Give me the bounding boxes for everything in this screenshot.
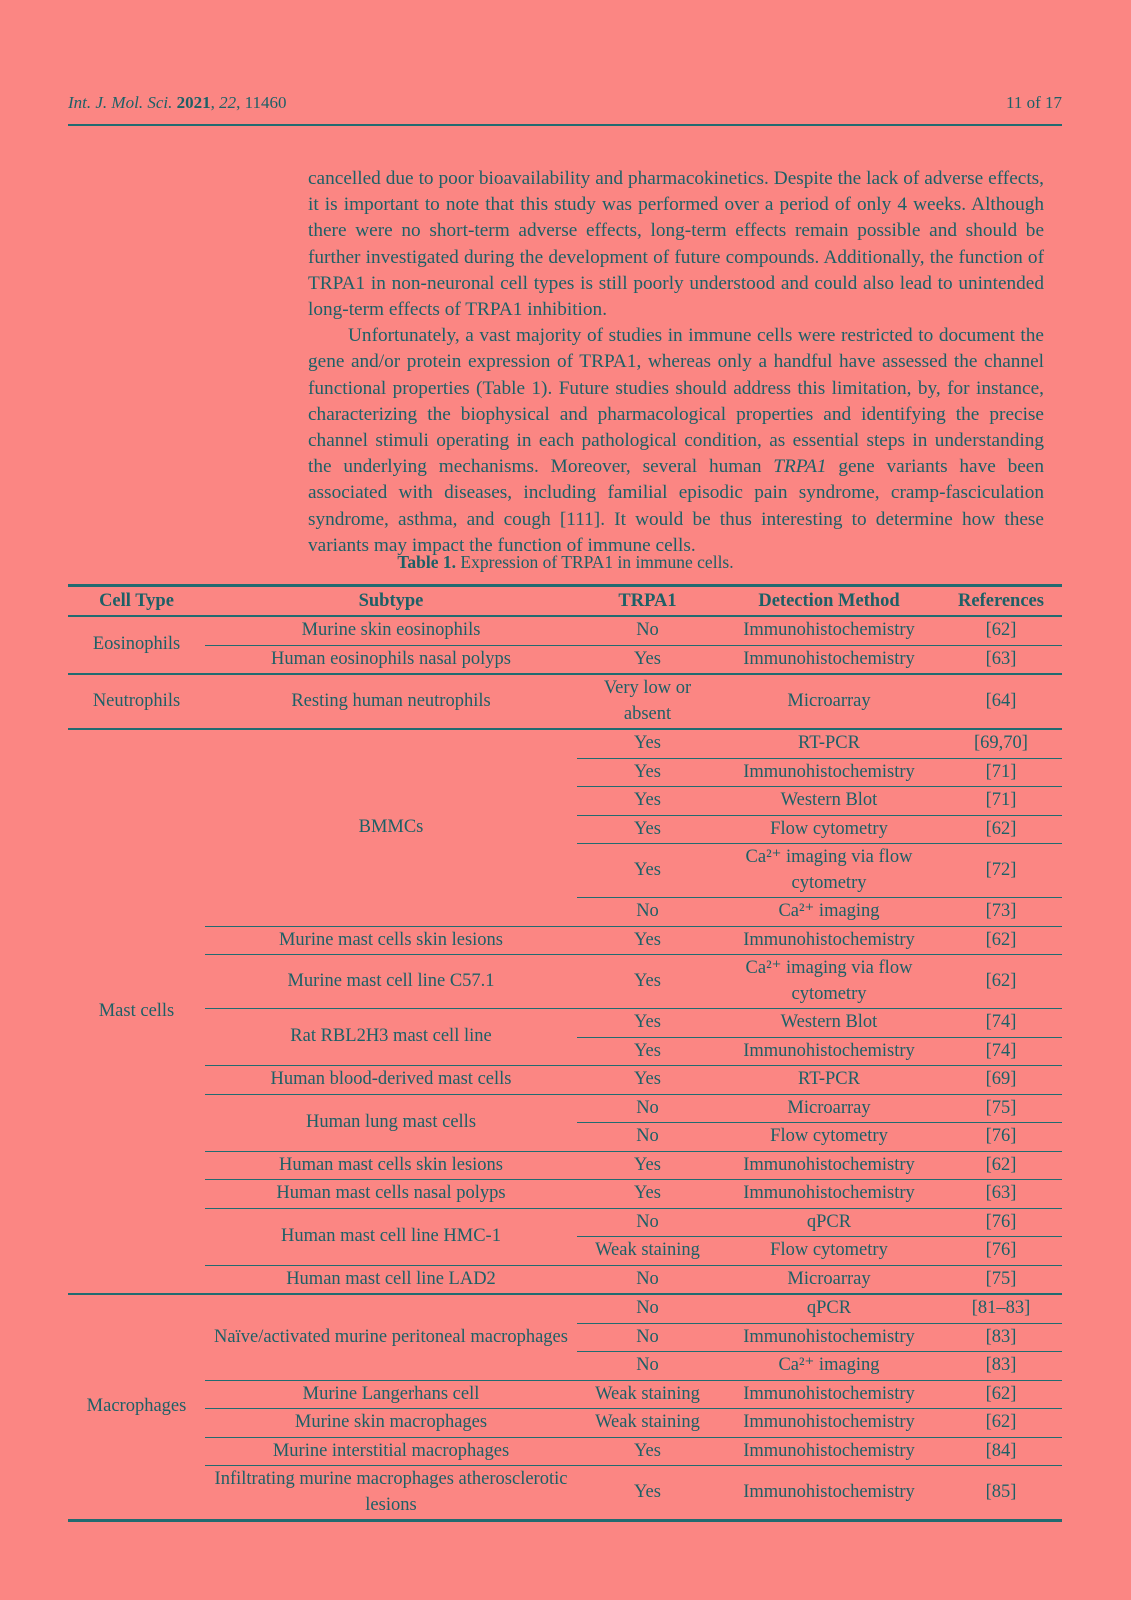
text-segment: TRPA1	[773, 456, 827, 478]
table-row	[68, 616, 1062, 645]
refs-cell: [74]	[940, 1009, 1062, 1038]
expression-table	[68, 584, 1062, 1522]
refs-cell: [71]	[940, 758, 1062, 787]
method-cell: Immunohistochemistry	[718, 645, 940, 674]
refs-cell: [62]	[940, 1151, 1062, 1180]
paragraph	[308, 166, 1044, 323]
table-row	[68, 1466, 1062, 1521]
method-cell: Immunohistochemistry	[718, 1180, 940, 1209]
subtype-cell: Human blood-derived mast cells	[205, 1066, 577, 1095]
text-segment: 2021	[176, 93, 211, 112]
trpa1-cell: Yes	[577, 787, 718, 816]
subtype-cell: Murine skin macrophages	[205, 1409, 577, 1438]
table-row	[68, 955, 1062, 1009]
method-cell: Immunohistochemistry	[718, 926, 940, 955]
trpa1-cell: Yes	[577, 645, 718, 674]
trpa1-cell: No	[577, 1294, 718, 1323]
table-row	[68, 1265, 1062, 1294]
trpa1-cell: Yes	[577, 1437, 718, 1466]
method-cell: Microarray	[718, 1094, 940, 1123]
method-cell: Flow cytometry	[718, 815, 940, 844]
table-caption	[0, 552, 1131, 573]
refs-cell: [62]	[940, 926, 1062, 955]
method-cell: Ca²⁺ imaging	[718, 898, 940, 927]
method-cell: Immunohistochemistry	[718, 1037, 940, 1066]
refs-cell: [62]	[940, 1409, 1062, 1438]
trpa1-cell: Yes	[577, 1180, 718, 1209]
method-cell: RT-PCR	[718, 1066, 940, 1095]
trpa1-cell: Weak staining	[577, 1237, 718, 1266]
subtype-cell: Infiltrating murine macrophages atherosclerotic lesions	[205, 1466, 577, 1521]
subtype-cell: Human mast cells nasal polyps	[205, 1180, 577, 1209]
subtype-cell: Rat RBL2H3 mast cell line	[205, 1009, 577, 1066]
method-cell: Ca²⁺ imaging via flow cytometry	[718, 844, 940, 898]
refs-cell: [83]	[940, 1352, 1062, 1381]
table-row	[68, 1409, 1062, 1438]
table-row	[68, 674, 1062, 729]
trpa1-cell: No	[577, 1123, 718, 1152]
trpa1-cell: No	[577, 1352, 718, 1381]
method-cell: Microarray	[718, 674, 940, 729]
refs-cell: [71]	[940, 787, 1062, 816]
method-cell: Western Blot	[718, 1009, 940, 1038]
subtype-cell: Naïve/activated murine peritoneal macrophages	[205, 1294, 577, 1380]
table-row	[68, 1180, 1062, 1209]
refs-cell: [74]	[940, 1037, 1062, 1066]
header-rule	[68, 124, 1062, 126]
subtype-cell: Murine interstitial macrophages	[205, 1437, 577, 1466]
table-row	[68, 645, 1062, 674]
subtype-cell: Human mast cell line HMC-1	[205, 1208, 577, 1265]
text-segment: ,	[210, 93, 220, 112]
trpa1-cell: No	[577, 1323, 718, 1352]
table-body	[68, 616, 1062, 1521]
subtype-cell: Human mast cell line LAD2	[205, 1265, 577, 1294]
table-row	[68, 729, 1062, 758]
method-cell: qPCR	[718, 1208, 940, 1237]
trpa1-cell: Yes	[577, 758, 718, 787]
refs-cell: [81–83]	[940, 1294, 1062, 1323]
table-row	[68, 1208, 1062, 1237]
method-cell: Immunohistochemistry	[718, 1409, 940, 1438]
table-caption-label: Table 1.	[397, 552, 457, 572]
method-cell: Flow cytometry	[718, 1123, 940, 1152]
cell-type-cell: Neutrophils	[68, 674, 205, 729]
method-cell: Immunohistochemistry	[718, 758, 940, 787]
subtype-cell: BMMCs	[205, 729, 577, 926]
refs-cell: [75]	[940, 1094, 1062, 1123]
method-cell: Immunohistochemistry	[718, 1437, 940, 1466]
column-header: Subtype	[205, 586, 577, 617]
table-row	[68, 1380, 1062, 1409]
trpa1-cell: No	[577, 1208, 718, 1237]
trpa1-cell: Yes	[577, 926, 718, 955]
paragraph	[308, 323, 1044, 559]
refs-cell: [62]	[940, 955, 1062, 1009]
text-segment: 22	[219, 93, 237, 112]
refs-cell: [64]	[940, 674, 1062, 729]
method-cell: Ca²⁺ imaging via flow cytometry	[718, 955, 940, 1009]
column-header: Cell Type	[68, 586, 205, 617]
refs-cell: [83]	[940, 1323, 1062, 1352]
journal-citation	[68, 93, 286, 113]
table-caption-text: Expression of TRPA1 in immune cells.	[456, 552, 734, 572]
trpa1-cell: Weak staining	[577, 1380, 718, 1409]
trpa1-cell: No	[577, 1265, 718, 1294]
subtype-cell: Murine Langerhans cell	[205, 1380, 577, 1409]
text-segment: cancelled due to poor bioavailability and pharmacokinetics. Despite the lack of adverse effects, it is important to note that this study was performed over a period of only 4 weeks. Although there were no short-term adverse effects, long-term effects remain possible and should be further investigated during the development of future compounds. Additionally, the function of TRPA1 in non-neuronal cell types is still poorly understood and could also lead to unintended long-term effects of TRPA1 inhibition.	[308, 168, 1044, 321]
refs-cell: [69]	[940, 1066, 1062, 1095]
cell-type-cell: Macrophages	[68, 1294, 205, 1521]
refs-cell: [76]	[940, 1123, 1062, 1152]
body-text	[308, 166, 1044, 559]
trpa1-cell: Yes	[577, 1466, 718, 1521]
refs-cell: [63]	[940, 645, 1062, 674]
text-segment: , 11460	[236, 93, 287, 112]
trpa1-cell: No	[577, 898, 718, 927]
page-number: 11 of 17	[1005, 93, 1062, 112]
method-cell: Western Blot	[718, 787, 940, 816]
text-segment: Unfortunately, a vast majority of studies in immune cells were restricted to document the gene and/or protein expression of TRPA1, whereas only a handful have assessed the channel functional properties (Table 1). Future studies should address this limitation, by, for instance, characterizing the biophysical and pharmacological properties and identifying the precise channel stimuli operating in each pathological condition, as essential steps in understanding the underlying mechanisms. Moreover, several human	[308, 325, 1044, 478]
refs-cell: [62]	[940, 815, 1062, 844]
method-cell: Immunohistochemistry	[718, 1466, 940, 1521]
subtype-cell: Murine mast cells skin lesions	[205, 926, 577, 955]
trpa1-cell: Yes	[577, 1009, 718, 1038]
subtype-cell: Murine mast cell line C57.1	[205, 955, 577, 1009]
trpa1-cell: Yes	[577, 955, 718, 1009]
trpa1-cell: Yes	[577, 815, 718, 844]
column-header: Detection Method	[718, 586, 940, 617]
refs-cell: [85]	[940, 1466, 1062, 1521]
refs-cell: [63]	[940, 1180, 1062, 1209]
subtype-cell: Human eosinophils nasal polyps	[205, 645, 577, 674]
table-row	[68, 1066, 1062, 1095]
trpa1-cell: Weak staining	[577, 1409, 718, 1438]
method-cell: Flow cytometry	[718, 1237, 940, 1266]
table-row	[68, 1094, 1062, 1123]
method-cell: qPCR	[718, 1294, 940, 1323]
trpa1-cell: Yes	[577, 844, 718, 898]
subtype-cell: Human mast cells skin lesions	[205, 1151, 577, 1180]
method-cell: Ca²⁺ imaging	[718, 1352, 940, 1381]
column-header: TRPA1	[577, 586, 718, 617]
method-cell: Microarray	[718, 1265, 940, 1294]
column-header: References	[940, 586, 1062, 617]
table-row	[68, 1151, 1062, 1180]
refs-cell: [72]	[940, 844, 1062, 898]
method-cell: Immunohistochemistry	[718, 1323, 940, 1352]
refs-cell: [62]	[940, 1380, 1062, 1409]
running-head	[68, 93, 1062, 113]
refs-cell: [76]	[940, 1237, 1062, 1266]
trpa1-cell: Yes	[577, 1037, 718, 1066]
trpa1-cell: Yes	[577, 729, 718, 758]
refs-cell: [84]	[940, 1437, 1062, 1466]
refs-cell: [62]	[985, 620, 1017, 640]
trpa1-cell: Yes	[577, 1066, 718, 1095]
cell-type-cell: Eosinophils	[92, 634, 181, 655]
trpa1-cell: No	[577, 1094, 718, 1123]
method-cell: Immunohistochemistry	[743, 620, 915, 640]
trpa1-cell: Yes	[577, 1151, 718, 1180]
trpa1-cell: Very low or absent	[577, 674, 718, 729]
table-head	[68, 586, 1062, 617]
trpa1-cell: No	[636, 620, 659, 640]
cell-type-cell: Mast cells	[68, 729, 205, 1294]
subtype-cell: Resting human neutrophils	[205, 674, 577, 729]
table-row	[68, 1294, 1062, 1323]
table-header-row	[68, 586, 1062, 617]
method-cell: Immunohistochemistry	[718, 1380, 940, 1409]
text-segment: Int. J. Mol. Sci.	[68, 93, 177, 112]
refs-cell: [73]	[940, 898, 1062, 927]
method-cell: RT-PCR	[718, 729, 940, 758]
method-cell: Immunohistochemistry	[718, 1151, 940, 1180]
refs-cell: [69,70]	[940, 729, 1062, 758]
table-row	[68, 1009, 1062, 1038]
subtype-cell: Human lung mast cells	[205, 1094, 577, 1151]
refs-cell: [75]	[940, 1265, 1062, 1294]
table-row	[68, 1437, 1062, 1466]
text-segment: gene variants have been associated with diseases, including familial episodic pain syndrome, cramp-fasciculation syndrome, asthma, and cough [111]. It would be thus interesting to determine how these variants may impact the function of immune cells.	[308, 456, 1044, 556]
refs-cell: [76]	[940, 1208, 1062, 1237]
table-row	[68, 926, 1062, 955]
subtype-cell: Murine skin eosinophils	[301, 620, 481, 640]
